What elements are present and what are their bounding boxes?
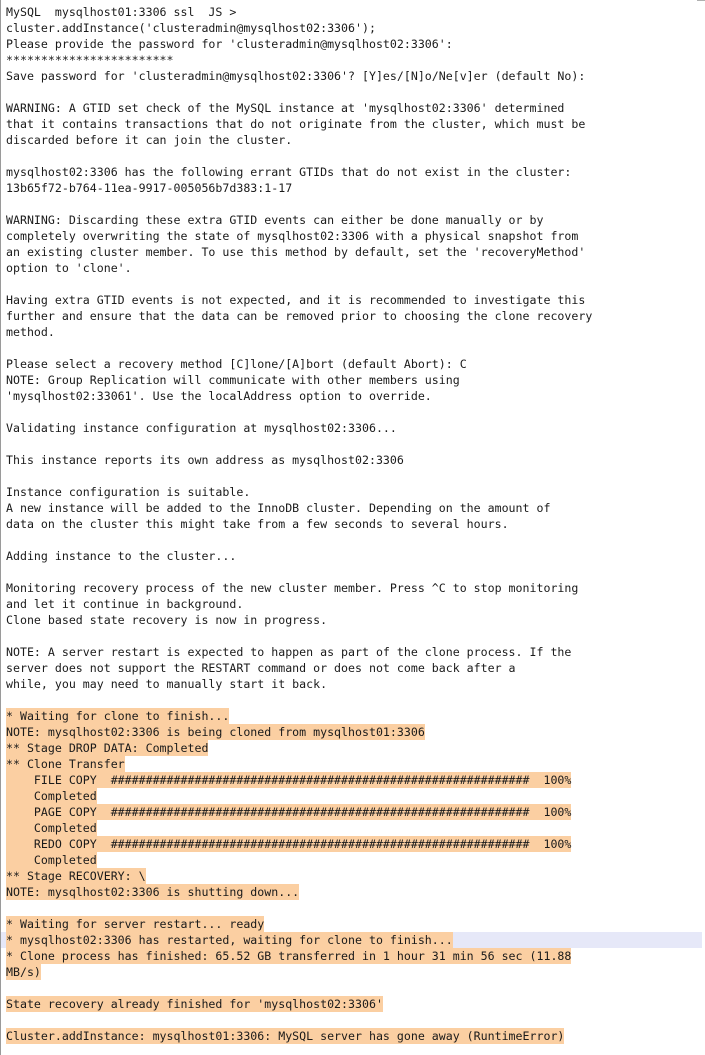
terminal-line	[6, 404, 702, 420]
terminal-line	[6, 740, 702, 756]
terminal-line-text: mysqlhost02:3306 has the following errant GTIDs that do not exist in the cluster:	[6, 165, 572, 179]
terminal-line	[6, 692, 702, 708]
terminal-line-text: 13b65f72-b764-11ea-9917-005056b7d383:1-17	[6, 181, 293, 195]
terminal-line	[6, 644, 702, 660]
terminal-line-text: Instance configuration is suitable.	[6, 485, 251, 499]
terminal-line-text: ** Stage RECOVERY: \	[6, 869, 146, 883]
terminal-line	[6, 756, 702, 772]
terminal-line	[6, 36, 702, 52]
terminal-line	[6, 180, 702, 196]
terminal-line-text: Please select a recovery method [C]lone/[A]bort (default Abort): C	[6, 357, 467, 371]
terminal-line-text: Completed	[6, 821, 97, 835]
terminal-line	[6, 804, 702, 820]
terminal-line-text: and let it continue in background.	[6, 597, 244, 611]
terminal-line-text: Having extra GTID events is not expected, and it is recommended to investigate this	[6, 293, 586, 307]
terminal-output[interactable]	[6, 4, 702, 1044]
terminal-line	[6, 884, 702, 900]
terminal-line	[6, 628, 702, 644]
terminal-line-text: further and ensure that the data can be removed prior to choosing the clone recovery	[6, 309, 593, 323]
terminal-line-text: Clone based state recovery is now in progress.	[6, 613, 328, 627]
terminal-line	[6, 612, 702, 628]
terminal-line	[6, 900, 702, 916]
terminal-line-text: NOTE: mysqlhost02:3306 is shutting down...	[6, 885, 300, 899]
terminal-line-text: Validating instance configuration at mysqlhost02:3306...	[6, 421, 397, 435]
terminal-line-text: A new instance will be added to the InnoDB cluster. Depending on the amount of	[6, 501, 551, 515]
terminal-line	[6, 1028, 702, 1044]
terminal-line	[6, 436, 702, 452]
terminal-line	[6, 100, 702, 116]
terminal-line-text: 'mysqlhost02:33061'. Use the localAddress option to override.	[6, 389, 432, 403]
terminal-line	[6, 564, 702, 580]
terminal-line	[6, 308, 702, 324]
terminal-line	[6, 580, 702, 596]
terminal-line-text: while, you may need to manually start it back.	[6, 677, 328, 691]
terminal-line	[6, 356, 702, 372]
terminal-line	[6, 532, 702, 548]
terminal-line-text: * Waiting for clone to finish...	[6, 709, 230, 723]
terminal-line	[6, 964, 702, 980]
terminal-line-text: ************************	[6, 53, 174, 67]
terminal-line	[6, 292, 702, 308]
terminal-line-text: completely overwriting the state of mysqlhost02:3306 with a physical snapshot from	[6, 229, 579, 243]
terminal-line	[6, 932, 702, 948]
terminal-line-text: REDO COPY ############################################################ 100%	[6, 837, 572, 851]
terminal-line-text: Adding instance to the cluster...	[6, 549, 237, 563]
terminal-line-text: Please provide the password for 'clusteradmin@mysqlhost02:3306':	[6, 37, 453, 51]
terminal-line-text: This instance reports its own address as mysqlhost02:3306	[6, 453, 404, 467]
terminal-line-text: Monitoring recovery process of the new cluster member. Press ^C to stop monitoring	[6, 581, 579, 595]
terminal-line	[6, 852, 702, 868]
terminal-line	[6, 660, 702, 676]
terminal-line-text: * mysqlhost02:3306 has restarted, waiting for clone to finish...	[6, 933, 453, 947]
terminal-line-text: option to 'clone'.	[6, 261, 132, 275]
terminal-line-text: * Waiting for server restart... ready	[6, 917, 265, 931]
terminal-line-text: State recovery already finished for 'mysqlhost02:3306'	[6, 997, 383, 1011]
terminal-line-text: ** Clone Transfer	[6, 757, 125, 771]
terminal-line	[6, 212, 702, 228]
terminal-line-text: MB/s)	[6, 965, 41, 979]
terminal-line	[6, 20, 702, 36]
terminal-line-text: that it contains transactions that do not originate from the cluster, which must be	[6, 117, 586, 131]
terminal-line-text: MySQL mysqlhost01:3306 ssl JS >	[6, 5, 237, 19]
terminal-line	[6, 820, 702, 836]
terminal-line	[6, 1012, 702, 1028]
terminal-line	[6, 324, 702, 340]
terminal-line-text: Cluster.addInstance: mysqlhost01:3306: MySQL server has gone away (RuntimeError)	[6, 1029, 565, 1043]
terminal-line	[6, 868, 702, 884]
terminal-line	[6, 340, 702, 356]
terminal-line-text: WARNING: Discarding these extra GTID events can either be done manually or by	[6, 213, 544, 227]
terminal-line-text: Completed	[6, 789, 97, 803]
terminal-line-text: NOTE: mysqlhost02:3306 is being cloned from mysqlhost01:3306	[6, 725, 425, 739]
terminal-line	[6, 244, 702, 260]
terminal-line	[6, 4, 702, 20]
terminal-line	[6, 836, 702, 852]
terminal-line-text: * Clone process has finished: 65.52 GB transferred in 1 hour 31 min 56 sec (11.88	[6, 949, 572, 963]
terminal-line-text: discarded before it can join the cluster.	[6, 133, 293, 147]
terminal-line	[6, 372, 702, 388]
terminal-line	[6, 84, 702, 100]
terminal-line-text: ** Stage DROP DATA: Completed	[6, 741, 209, 755]
terminal-line	[6, 516, 702, 532]
terminal-line-text: NOTE: A server restart is expected to happen as part of the clone process. If the	[6, 645, 572, 659]
terminal-line	[6, 420, 702, 436]
terminal-line	[6, 724, 702, 740]
terminal-line	[6, 116, 702, 132]
terminal-line	[6, 980, 702, 996]
terminal-line-text: NOTE: Group Replication will communicate with other members using	[6, 373, 460, 387]
terminal-line	[6, 948, 702, 964]
terminal-line	[6, 148, 702, 164]
terminal-line	[6, 708, 702, 724]
terminal-line	[6, 52, 702, 68]
terminal-line	[6, 452, 702, 468]
terminal-line-text: FILE COPY ############################################################ 100%	[6, 773, 572, 787]
terminal-line	[6, 68, 702, 84]
terminal-line-text: PAGE COPY ############################################################ 100%	[6, 805, 572, 819]
terminal-line	[6, 996, 702, 1012]
terminal-line	[6, 916, 702, 932]
terminal-line	[6, 468, 702, 484]
terminal-line-text: Completed	[6, 853, 97, 867]
terminal-line	[6, 676, 702, 692]
terminal-line	[6, 276, 702, 292]
terminal-line-text: Save password for 'clusteradmin@mysqlhost02:3306'? [Y]es/[N]o/Ne[v]er (default No):	[6, 69, 586, 83]
terminal-line	[6, 772, 702, 788]
terminal-line-text: data on the cluster this might take from a few seconds to several hours.	[6, 517, 509, 531]
terminal-line-text: server does not support the RESTART command or does not come back after a	[6, 661, 516, 675]
terminal-line	[6, 500, 702, 516]
terminal-line-text: cluster.addInstance('clusteradmin@mysqlhost02:3306');	[6, 21, 376, 35]
terminal-line	[6, 484, 702, 500]
terminal-line	[6, 548, 702, 564]
terminal-line	[6, 388, 702, 404]
terminal-line	[6, 196, 702, 212]
terminal-line	[6, 260, 702, 276]
terminal-line	[6, 164, 702, 180]
terminal-line-text: method.	[6, 325, 55, 339]
terminal-line-text: an existing cluster member. To use this method by default, set the 'recoveryMethod'	[6, 245, 586, 259]
terminal-line	[6, 788, 702, 804]
terminal-line	[6, 132, 702, 148]
terminal-line-text: WARNING: A GTID set check of the MySQL instance at 'mysqlhost02:3306' determined	[6, 101, 565, 115]
terminal-line	[6, 228, 702, 244]
terminal-line	[6, 596, 702, 612]
